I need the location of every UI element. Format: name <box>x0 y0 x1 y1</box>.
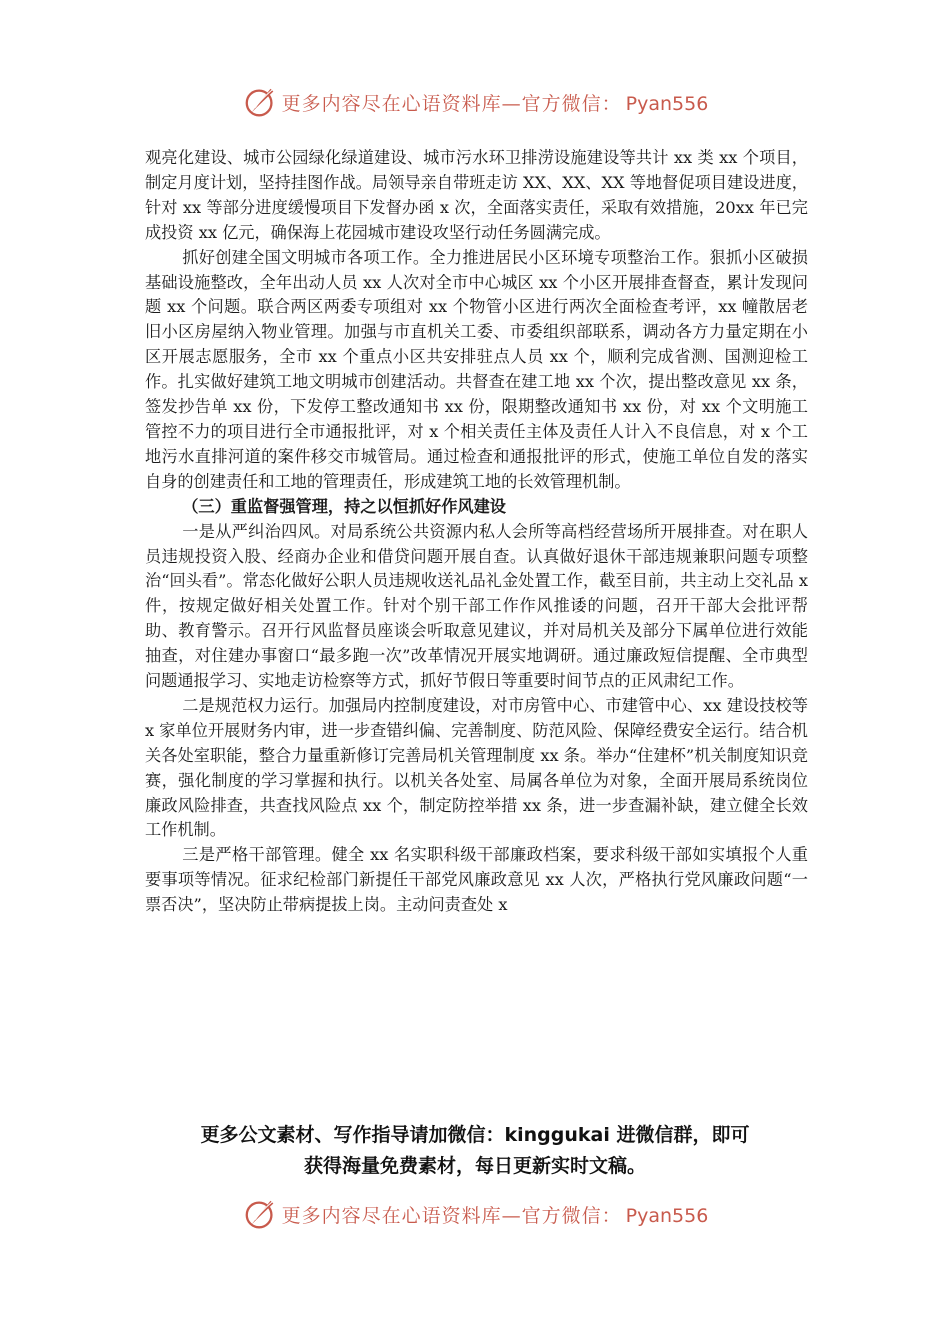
footer-note <box>120 1120 830 1182</box>
section-heading: （三）重监督强管理，持之以恒抓好作风建设 <box>182 496 506 516</box>
paragraph: 观亮化建设、城市公园绿化绿道建设、城市污水环卫排涝设施建设等共计 xx 类 xx 个项目，制定月度计划，坚持挂图作战。局领导亲自带班走访 XX、XX、XX 等地督促项目建设进度，针对 xx 等部分进度缓慢项目下发督办函 x 次，全面落实责任，采取有效措施，20xx 年已完成投资 xx 亿元，确保海上花园城市建设攻坚行动任务圆满完成。 <box>145 148 808 242</box>
footer-banner <box>0 1192 950 1236</box>
paragraph: 二是规范权力运行。加强局内控制度建设，对市房管中心、市建管中心、xx 建设技校等 x 家单位开展财务内审，进一步查错纠偏、完善制度、防范风险、保障经费安全运行。结合机关各处室职能，整合力量重新修订完善局机关管理制度 xx 条。举办“住建杯”机关制度知识竞赛，强化制度的学习掌握和执行。以机关各处室、局属各单位为对象，全面开展局系统岗位廉政风险排查，共查找风险点 xx 个，制定防控举措 xx 条，进一步查漏补缺，建立健全长效工作机制。 <box>145 695 808 840</box>
paragraph: 一是从严纠治四风。对局系统公共资源内私人会所等高档经营场所开展排查。对在职人员违规投资入股、经商办企业和借贷问题开展自查。认真做好退休干部违规兼职问题专项整治“回头看”。常态化做好公职人员违规收送礼品礼金处置工作，截至目前，共主动上交礼品 x 件，按规定做好相关处置工作。针对个别干部工作作风推诿的问题，召开干部大会批评帮助、教育警示。召开行风监督员座谈会听取意见建议，并对局机关及部分下属单位进行效能抽查，对住建办事窗口“最多跑一次”改革情况开展实地调研。通过廉政短信提醒、全市典型问题通报学习、实地走访检察等方式，抓好节假日等重要时间节点的正风肃纪工作。 <box>145 521 808 691</box>
quill-logo-icon <box>242 1195 280 1233</box>
footer-note-line: 更多公文素材、写作指导请加微信：kinggukai 进微信群，即可 <box>200 1124 750 1146</box>
document-body <box>145 146 808 918</box>
paragraph: 三是严格干部管理。健全 xx 名实职科级干部廉政档案，要求科级干部如实填报个人重要事项等情况。征求纪检部门新提任干部党风廉政意见 xx 人次，严格执行党风廉政问题“一票否决”，坚决防止带病提拔上岗。主动问责查处 x <box>145 845 808 915</box>
header-banner <box>0 80 950 124</box>
footer-note-line: 获得海量免费素材，每日更新实时文稿。 <box>303 1155 646 1177</box>
footer-banner-account: Pyan556 <box>625 1204 709 1227</box>
footer-banner-text: 更多内容尽在心语资料库—官方微信： Pyan556 <box>281 1204 709 1227</box>
header-banner-account: Pyan556 <box>625 92 709 115</box>
quill-logo-icon <box>242 83 280 121</box>
header-banner-text: 更多内容尽在心语资料库—官方微信： Pyan556 <box>281 92 709 115</box>
paragraph: 抓好创建全国文明城市各项工作。全力推进居民小区环境专项整治工作。狠抓小区破损基础设施整改，全年出动人员 xx 人次对全市中心城区 xx 个小区开展排查督查，累计发现问题 xx 个问题。联合两区两委专项组对 xx 个物管小区进行两次全面检查考评，xx 幢散居老旧小区房屋纳入物业管理。加强与市直机关工委、市委组织部联系，调动各方力量定期在小区开展志愿服务，全市 xx 个重点小区共安排驻点人员 xx 个，顺利完成省测、国测迎检工作。扎实做好建筑工地文明城市创建活动。共督查在建工地 xx 个次，提出整改意见 xx 条，签发抄告单 xx 份，下发停工整改通知书 xx 份，限期整改通知书 xx 份，对 xx 个文明施工管控不力的项目进行全市通报批评，对 x 个相关责任主体及责任人计入不良信息，对 x 个工地污水直排河道的案件移交市城管局。通过检查和通报批评的形式，使施工单位自发的落实自身的创建责任和工地的管理责任，形成建筑工地的长效管理机制。 <box>145 247 808 491</box>
